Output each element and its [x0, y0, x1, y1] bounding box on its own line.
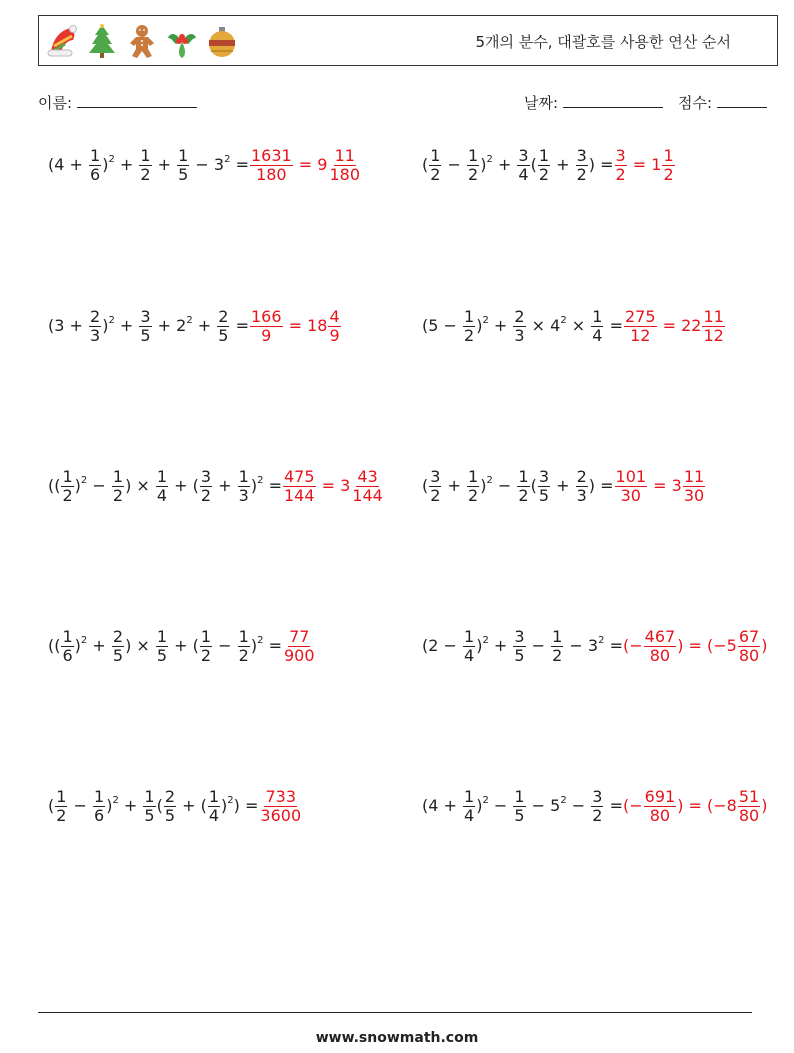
- problem-expression: (2 − $\frac{1}{4}$ )$^2$ + $\frac{3}{5}$ − $\frac{1}{2}$ − $3^2$ =: [422, 627, 623, 665]
- problem-expression: ( $\frac{1}{2}$ − $\frac{1}{2}$ )$^2$ + $\frac{3}{4}$ ( $\frac{1}{2}$ + $\frac{3}{2}$ ) =: [422, 146, 614, 184]
- date-label: 날짜:: [524, 94, 559, 112]
- ornament-icon: [205, 22, 239, 60]
- problem-answer: $\frac{275}{12}$ = 22 $\frac{11}{12}$: [624, 307, 724, 345]
- problem-expression: (4 + $\frac{1}{4}$ )$^2$ − $\frac{1}{5}$ − $5^2$ − $\frac{3}{2}$ =: [422, 787, 623, 825]
- problem-expression: ( $\frac{3}{2}$ + $\frac{1}{2}$ )$^2$ − $\frac{1}{2}$ ( $\frac{3}{5}$ + $\frac{2}{3}$ ) =: [422, 467, 614, 505]
- date-field: [524, 92, 663, 113]
- problem-7: [48, 628, 317, 665]
- problem-answer: $\frac{3}{2}$ = 1 $\frac{1}{2}$: [615, 146, 674, 184]
- problem-answer: $\frac{166}{9}$ = 18 $\frac{4}{9}$: [250, 307, 340, 345]
- problem-9: [48, 788, 303, 825]
- problem-expression: (3 + $\frac{2}{3}$ )$^2$ + $\frac{3}{5}$ + $2^2$ + $\frac{2}{5}$ =: [48, 307, 249, 345]
- problem-answer: $\frac{77}{900}$: [283, 627, 315, 665]
- problem-1: [48, 147, 362, 184]
- footer-divider: [38, 1012, 752, 1013]
- header-icons: [45, 22, 239, 60]
- problem-expression: ( $\frac{1}{2}$ − $\frac{1}{6}$ )$^2$ + $\frac{1}{5}$ ( $\frac{2}{5}$ + ( $\frac{1}{4}$ )$^2$) =: [48, 787, 259, 825]
- date-blank[interactable]: [563, 93, 663, 108]
- score-field: [678, 92, 767, 113]
- problem-answer: $\frac{101}{30}$ = 3 $\frac{11}{30}$: [615, 467, 705, 505]
- name-blank[interactable]: [77, 93, 197, 108]
- gingerbread-man-icon: [125, 22, 159, 60]
- problem-3: [48, 308, 342, 345]
- name-label: 이름:: [38, 94, 73, 112]
- problem-10: [422, 788, 767, 825]
- score-label: 점수:: [678, 94, 713, 112]
- problem-5: [48, 468, 385, 505]
- score-blank[interactable]: [717, 93, 767, 108]
- problem-answer: (− $\frac{467}{80}$ ) = (−5 $\frac{67}{80}$ ): [622, 627, 768, 665]
- christmas-tree-icon: [85, 22, 119, 60]
- worksheet-header: [38, 15, 778, 66]
- problem-expression: (5 − $\frac{1}{2}$ )$^2$ + $\frac{2}{3}$ × $4^2$ × $\frac{1}{4}$ =: [422, 307, 623, 345]
- problem-answer: (− $\frac{691}{80}$ ) = (−8 $\frac{51}{80}$ ): [622, 787, 768, 825]
- holly-icon: [165, 22, 199, 60]
- problem-6: [422, 468, 706, 505]
- problem-expression: (( $\frac{1}{6}$ )$^2$ + $\frac{2}{5}$ ) × $\frac{1}{5}$ + ( $\frac{1}{2}$ − $\frac{1}{2}$ )$^2$ =: [48, 627, 282, 665]
- problem-expression: (( $\frac{1}{2}$ )$^2$ − $\frac{1}{2}$ ) × $\frac{1}{4}$ + ( $\frac{3}{2}$ + $\frac{1}{3}$ )$^2$ =: [48, 467, 282, 505]
- footer-url: www.snowmath.com: [315, 1030, 479, 1046]
- problem-answer: $\frac{733}{3600}$: [260, 787, 302, 825]
- worksheet-title: 5개의 분수, 대괄호를 사용한 연산 순서: [475, 33, 731, 51]
- problem-answer: $\frac{475}{144}$ = 3 $\frac{43}{144}$: [283, 467, 383, 505]
- problem-expression: (4 + $\frac{1}{6}$ )$^2$ + $\frac{1}{2}$ + $\frac{1}{5}$ − $3^2$ =: [48, 146, 249, 184]
- problem-2: [422, 147, 676, 184]
- problem-4: [422, 308, 726, 345]
- problem-answer: $\frac{1631}{180}$ = 9 $\frac{11}{180}$: [250, 146, 361, 184]
- name-field: [38, 92, 197, 113]
- problem-8: [422, 628, 767, 665]
- santa-hat-icon: [45, 22, 79, 60]
